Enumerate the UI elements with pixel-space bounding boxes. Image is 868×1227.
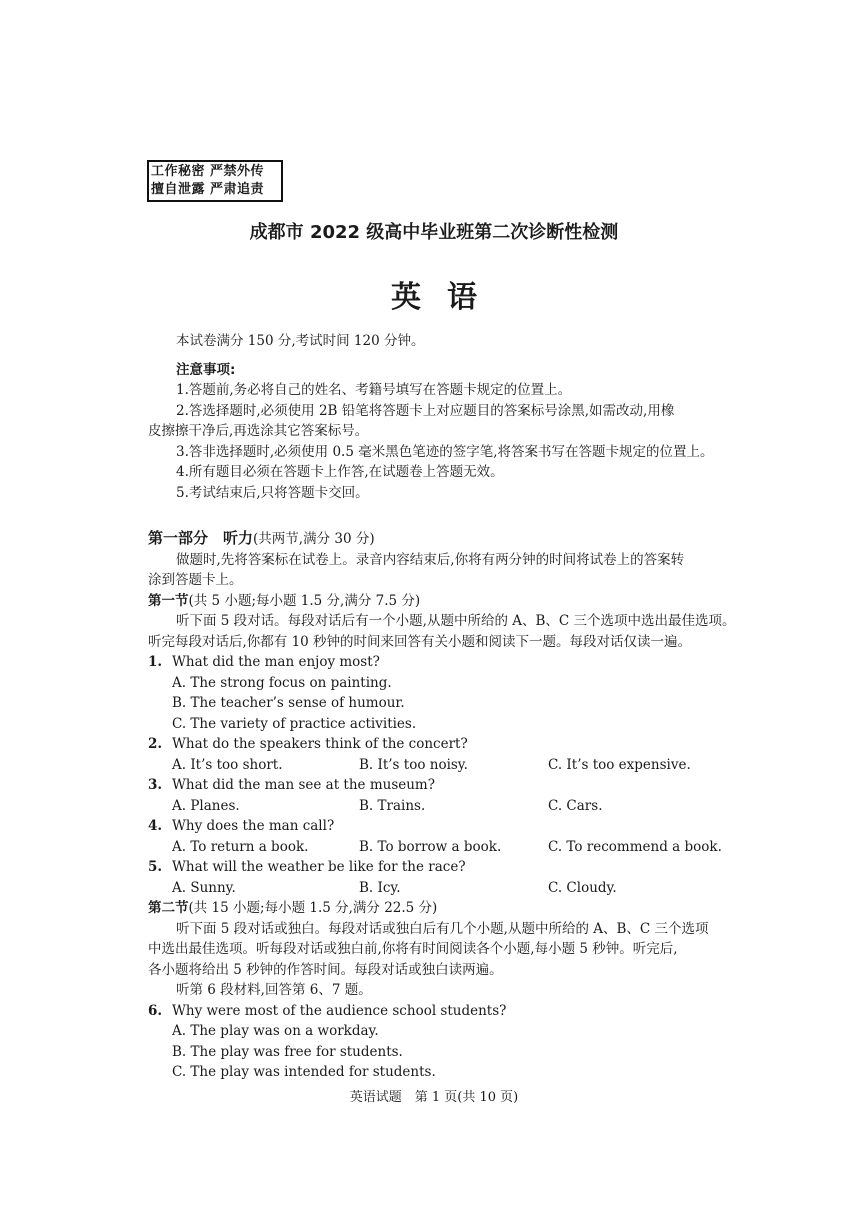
subject-title: 英语	[391, 280, 503, 315]
options-row	[148, 837, 738, 858]
question-1	[148, 652, 738, 734]
notice-item: 3.答非选择题时,必须使用 0.5 毫米黑色笔迹的签字笔,将答案书写在答题卡规定的位置上。	[176, 443, 714, 460]
question-number: 6.	[148, 1002, 163, 1019]
option-a: A. It’s too short.	[172, 756, 283, 773]
question-3	[148, 775, 738, 816]
confidential-stamp	[147, 160, 283, 202]
part1-instruction: 做题时,先将答案标在试卷上。录音内容结束后,你将有两分钟的时间将试卷上的答案转	[176, 551, 685, 568]
exam-title: 成都市 2022 级高中毕业班第二次诊断性检测	[249, 222, 619, 243]
stamp-line-2: 擅自泄露 严肃追责	[151, 182, 265, 197]
section2-instruction: 听下面 5 段对话或独白。每段对话或独白后有几个小题,从题中所给的 A、B、C 三个选项	[176, 920, 709, 937]
question-number: 3.	[148, 777, 163, 793]
question-stem: What did the man enjoy most?	[172, 654, 380, 670]
section2-heading: 第二节	[148, 900, 189, 916]
notice-item: 2.答选择题时,必须使用 2B 铅笔将答题卡上对应题目的答案标号涂黑,如需改动,用橡	[176, 402, 675, 419]
section2-note: (共 15 小题;每小题 1.5 分,满分 22.5 分)	[188, 900, 438, 916]
option-b: B. Trains.	[359, 797, 426, 814]
option-c: C. The play was intended for students.	[172, 1064, 436, 1080]
option-a: A. Sunny.	[172, 879, 236, 896]
page-footer: 英语试题 第 1 页(共 10 页)	[349, 1090, 519, 1105]
option-c: C. To recommend a book.	[548, 838, 722, 855]
option-b: B. Icy.	[359, 879, 401, 896]
stamp-line-1: 工作秘密 严禁外传	[151, 164, 265, 179]
options-row	[148, 878, 738, 899]
question-stem: What will the weather be like for the race?	[172, 859, 466, 875]
option-a: A. The strong focus on painting.	[172, 674, 392, 691]
score-time-note: 本试卷满分 150 分,考试时间 120 分钟。	[176, 333, 425, 349]
question-2	[148, 734, 738, 775]
option-b: B. The teacher’s sense of humour.	[172, 695, 405, 711]
notice-heading: 注意事项:	[176, 361, 236, 378]
listening-part	[148, 528, 738, 1083]
question-number: 1.	[148, 654, 163, 670]
section2-instruction-cont: 中选出最佳选项。听每段对话或独白前,你将有时间阅读各个小题,每小题 5 秒钟。听完后,	[148, 941, 678, 957]
notice-item-continuation: 皮擦擦干净后,再选涂其它答案标号。	[148, 423, 369, 439]
question-4	[148, 816, 738, 857]
question-6	[148, 1001, 738, 1083]
option-c: C. The variety of practice activities.	[172, 715, 417, 732]
part1-heading-note: (共两节,满分 30 分)	[253, 531, 375, 547]
option-b: B. It’s too noisy.	[359, 756, 468, 773]
question-number: 4.	[148, 818, 163, 834]
section2-instruction-cont: 各小题将给出 5 秒钟的作答时间。每段对话或独白读两遍。	[148, 961, 503, 978]
section2-heading-row	[148, 898, 738, 919]
question-5	[148, 857, 738, 898]
part1-heading-row	[148, 528, 738, 550]
options-row	[148, 755, 738, 776]
question-number: 5.	[148, 859, 163, 875]
part1-instruction-cont: 涂到答题卡上。	[148, 572, 243, 588]
question-stem: What do the speakers think of the concert?	[172, 736, 468, 752]
option-b: B. To borrow a book.	[359, 838, 502, 855]
instructions-block	[148, 331, 738, 503]
option-c: C. It’s too expensive.	[548, 756, 691, 773]
part1-heading: 第一部分 听力	[148, 529, 254, 547]
section1-note: (共 5 小题;每小题 1.5 分,满分 7.5 分)	[188, 592, 421, 609]
option-b: B. The play was free for students.	[172, 1043, 403, 1060]
section1-heading: 第一节	[148, 592, 189, 609]
option-c: C. Cars.	[548, 797, 603, 814]
question-stem: Why does the man call?	[172, 818, 335, 834]
option-a: A. To return a book.	[172, 838, 309, 855]
material-note: 听第 6 段材料,回答第 6、7 题。	[176, 982, 372, 998]
question-stem: Why were most of the audience school students?	[172, 1002, 507, 1019]
section1-heading-row	[148, 591, 738, 612]
notice-item: 4.所有题目必须在答题卡上作答,在试题卷上答题无效。	[176, 464, 504, 480]
notice-item: 5.考试结束后,只将答题卡交回。	[176, 484, 369, 501]
option-a: A. Planes.	[172, 797, 240, 814]
question-number: 2.	[148, 736, 163, 752]
notice-item: 1.答题前,务必将自己的姓名、考籍号填写在答题卡规定的位置上。	[176, 382, 572, 398]
section1-instruction: 听下面 5 段对话。每段对话后有一个小题,从题中所给的 A、B、C 三个选项中选出最佳选项。	[176, 613, 736, 629]
section1-instruction-cont: 听完每段对话后,你都有 10 秒钟的时间来回答有关小题和阅读下一题。每段对话仅读一遍。	[148, 633, 692, 650]
option-a: A. The play was on a workday.	[172, 1023, 379, 1039]
option-c: C. Cloudy.	[548, 879, 617, 896]
options-row	[148, 796, 738, 817]
question-stem: What did the man see at the museum?	[172, 777, 435, 793]
